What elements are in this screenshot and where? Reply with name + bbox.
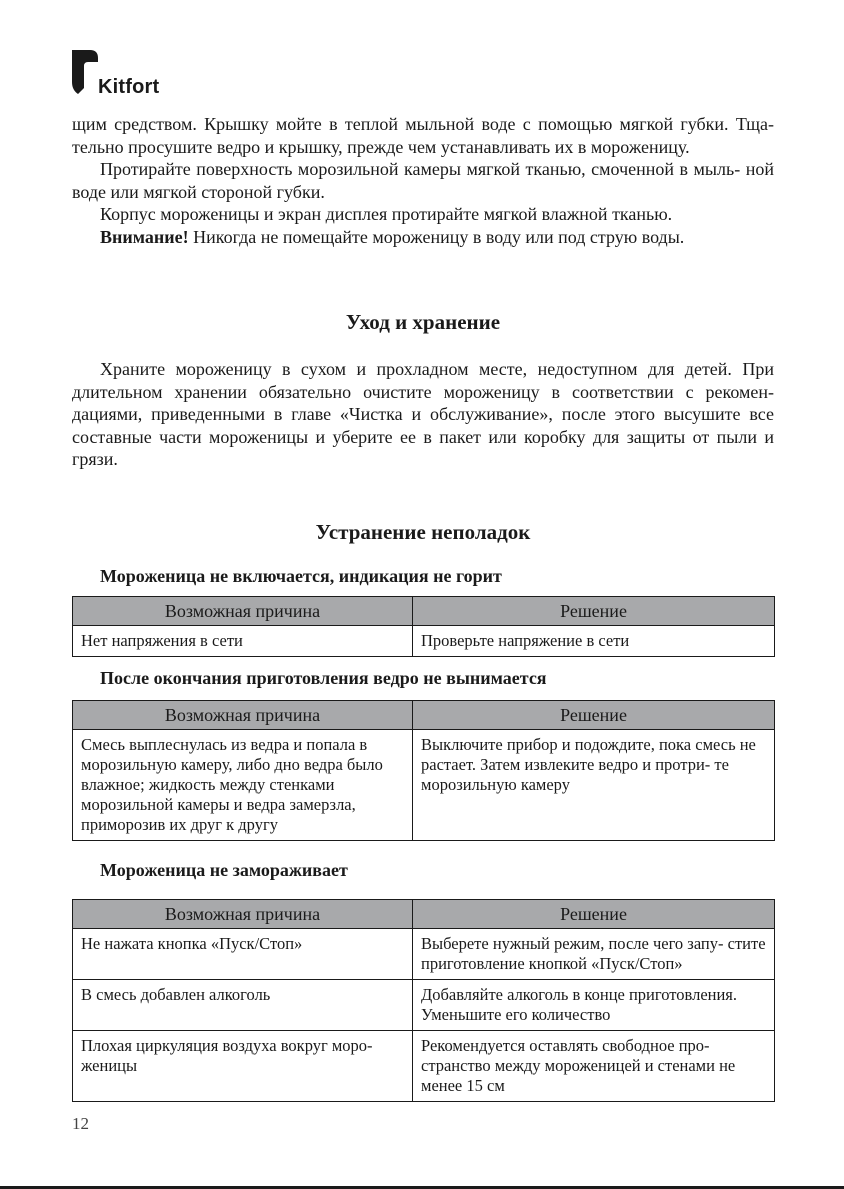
cleaning-paragraph-3: Корпус мороженицы и экран дисплея протирайте мягкой влажной тканью. — [100, 204, 673, 224]
solution-cell: Выключите прибор и подождите, пока смесь не растает. Затем извлеките ведро и протри- те морозильную камеру — [413, 729, 775, 840]
solution-cell: Выберете нужный режим, после чего запу- стите приготовление кнопкой «Пуск/Стоп» — [413, 928, 775, 979]
cause-cell: Нет напряжения в сети — [73, 625, 413, 656]
cause-cell: Не нажата кнопка «Пуск/Стоп» — [73, 928, 413, 979]
solution-column-header: Решение — [413, 899, 775, 928]
cleaning-paragraph-2: Протирайте поверхность морозильной камеры мягкой тканью, смоченной в мыль- ной воде или мягкой стороной губки. — [72, 159, 774, 202]
troubleshooting-heading: Устранение неполадок — [315, 519, 531, 544]
solution-column-header: Решение — [413, 700, 775, 729]
table-row — [73, 979, 775, 1030]
cause-cell: В смесь добавлен алкоголь — [73, 979, 413, 1030]
page-number: 12 — [72, 1114, 89, 1133]
page-content — [72, 113, 774, 1102]
cleaning-paragraph-1: щим средством. Крышку мойте в теплой мыльной воде с помощью мягкой губки. Тща- тельно просушите ведро и крышку, прежде чем устанавливать их в мороженицу. — [72, 114, 774, 157]
warning-paragraph — [72, 226, 774, 249]
storage-paragraph: Храните мороженицу в сухом и прохладном месте, недоступном для детей. При длительном хранении обязательно очистите мороженицу в соответствии с рекомен- дациями, приведенными в главе «Чистка и обслуживание», после этого высушите все составные части мороженицы и уберите ее в пакет или коробку для защиты от пыли и грязи. — [72, 359, 774, 469]
cause-column-header: Возможная причина — [73, 596, 413, 625]
solution-cell: Рекомендуется оставлять свободное про- странство между мороженицей и стенами не менее 15 см — [413, 1030, 775, 1101]
table-row — [73, 729, 775, 840]
warning-text: Никогда не помещайте мороженицу в воду или под струю воды. — [188, 226, 685, 247]
problem-table-3 — [72, 899, 775, 1102]
solution-column-header: Решение — [413, 596, 775, 625]
problem-title-3: Мороженица не замораживает — [100, 859, 348, 880]
problem-title-2: После окончания приготовления ведро не вынимается — [100, 667, 547, 688]
brand-name: Kitfort — [98, 76, 160, 98]
table-row — [73, 928, 775, 979]
problem-title-1: Мороженица не включается, индикация не горит — [100, 565, 502, 586]
table-row — [73, 625, 775, 656]
cause-cell: Смесь выплеснулась из ведра и попала в морозильную камеру, либо дно ведра было влажное; жидкость между стенками морозильной камеры и ведра замерзла, приморозив их друг к другу — [73, 729, 413, 840]
solution-cell: Добавляйте алкоголь в конце приготовления. Уменьшите его количество — [413, 979, 775, 1030]
problem-table-2 — [72, 700, 775, 841]
problem-table-1 — [72, 596, 775, 657]
cause-column-header: Возможная причина — [73, 899, 413, 928]
solution-cell: Проверьте напряжение в сети — [413, 625, 775, 656]
warning-label: Внимание! — [100, 226, 189, 247]
storage-heading: Уход и хранение — [345, 310, 501, 334]
cause-column-header: Возможная причина — [73, 700, 413, 729]
table-row — [73, 1030, 775, 1101]
cause-cell: Плохая циркуляция воздуха вокруг моро- женицы — [73, 1030, 413, 1101]
